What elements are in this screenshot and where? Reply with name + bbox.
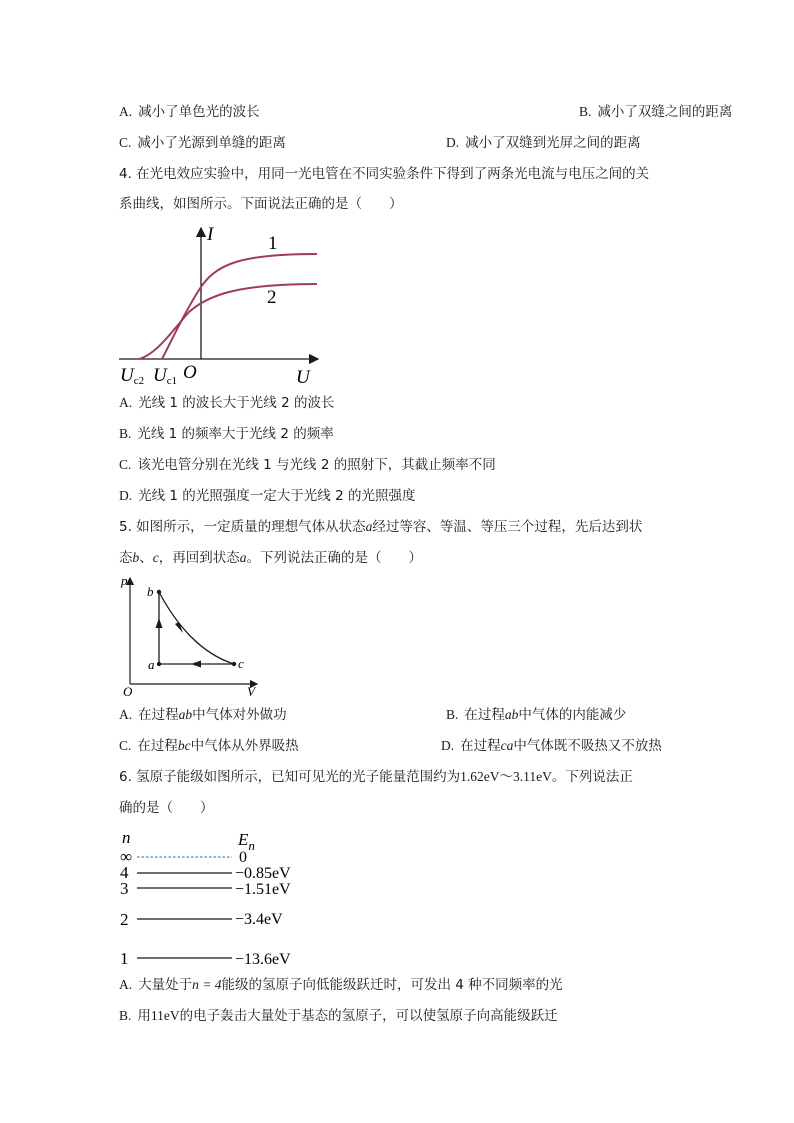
option-label: D. <box>119 488 133 503</box>
q4-option-b <box>119 425 334 443</box>
uc2-label: Uc2 <box>120 365 145 387</box>
option-text: 减小了双缝到光屏之间的距离 <box>465 135 641 151</box>
point-b-label: b <box>147 584 154 599</box>
option-text: 该光电管分别在光线 1 与光线 2 的照射下，其截止频率不同 <box>137 457 496 473</box>
energy-level-2 <box>120 910 283 929</box>
level-n-4: 4 <box>120 863 129 882</box>
option-text: 减小了双缝之间的距离 <box>597 104 733 120</box>
level-e-inf: 0 <box>239 849 247 866</box>
pv-diagram-figure <box>117 574 267 699</box>
point-c-label: c <box>238 656 244 671</box>
option-text: 光线 1 的频率大于光线 2 的频率 <box>137 426 334 442</box>
q4-stem-line1: 4. 在光电效应实验中，用同一光电管在不同实验条件下得到了两条光电流与电压之间的关 <box>119 166 650 182</box>
q5-option-c: C. 在过程bc中气体从外界吸热 <box>119 738 299 754</box>
q5-option-b: B. 在过程ab中气体的内能减少 <box>446 707 627 723</box>
q3-option-d <box>446 134 641 152</box>
n-header: n <box>122 828 131 847</box>
level-n-3: 3 <box>120 879 129 898</box>
curve-2 <box>139 284 317 359</box>
option-label: C. <box>119 738 132 753</box>
q4-option-c <box>119 456 496 474</box>
q6-stem-line2: 确的是（ ） <box>119 800 214 816</box>
process-bc <box>159 592 234 664</box>
arrow-ca <box>191 661 201 668</box>
q4-option-a <box>119 394 334 412</box>
energy-level-inf <box>120 847 247 866</box>
option-label: B. <box>446 707 459 722</box>
v-axis-label: V <box>247 684 255 699</box>
point-b-dot <box>157 590 161 594</box>
energy-level-4 <box>120 863 291 882</box>
option-label: D. <box>446 135 460 150</box>
point-c-dot <box>232 662 236 666</box>
option-label: A. <box>119 395 133 410</box>
option-label: D. <box>441 738 455 753</box>
q4-stem-line2: 系曲线，如图所示。下面说法正确的是（ ） <box>119 196 403 212</box>
origin-label: O <box>183 362 197 383</box>
energy-level-1 <box>120 949 291 968</box>
level-e-2: −3.4eV <box>235 911 283 928</box>
option-label: C. <box>119 457 132 472</box>
option-text: 减小了光源到单缝的距离 <box>137 135 286 151</box>
level-n-inf: ∞ <box>120 847 133 866</box>
q5-option-d: D. 在过程ca中气体既不吸热又不放热 <box>441 738 662 754</box>
uc1-label: Uc1 <box>153 365 178 387</box>
option-label: B. <box>579 104 592 119</box>
arrow-ab <box>156 618 163 628</box>
q3-option-a <box>119 103 260 121</box>
curve-1 <box>162 254 317 359</box>
option-label: A. <box>119 977 133 992</box>
point-a-label: a <box>148 657 155 672</box>
q4-option-d <box>119 487 415 505</box>
q5-option-a: A. 在过程ab中气体对外做功 <box>119 707 287 723</box>
q3-option-c <box>119 134 286 152</box>
q6-option-a: A. 大量处于n = 4能级的氢原子向低能级跃迁时，可发出 4 种不同频率的光 <box>119 977 563 993</box>
curve-2-label: 2 <box>267 287 277 308</box>
hydrogen-energy-level-figure <box>115 824 315 969</box>
option-label: B. <box>119 426 132 441</box>
q6-option-b: B. 用11eV的电子轰击大量处于基态的氢原子，可以使氢原子向高能级跃迁 <box>119 1008 558 1024</box>
level-e-3: −1.51eV <box>235 881 291 898</box>
q3-option-b <box>579 103 732 121</box>
photoelectric-iv-figure <box>115 222 325 387</box>
p-axis-label: p <box>121 574 128 588</box>
option-text: 光线 1 的光照强度一定大于光线 2 的光照强度 <box>138 488 416 504</box>
level-e-1: −13.6eV <box>235 951 291 968</box>
option-text: 减小了单色光的波长 <box>138 104 260 120</box>
option-text: 光线 1 的波长大于光线 2 的波长 <box>138 395 335 411</box>
point-a-dot <box>157 662 161 666</box>
energy-level-3 <box>120 879 291 898</box>
curve-1-label: 1 <box>268 233 278 254</box>
level-e-4: −0.85eV <box>235 865 291 882</box>
level-n-2: 2 <box>120 910 129 929</box>
u-axis-label: U <box>296 367 310 387</box>
q5-stem-line2: 态b、c，再回到状态a。下列说法正确的是（ ） <box>119 550 422 566</box>
q5-stem-line1: 5. 如图所示，一定质量的理想气体从状态a经过等容、等温、等压三个过程，先后达到状 <box>119 519 643 535</box>
option-label: A. <box>119 707 133 722</box>
q6-stem-line1: 6. 氢原子能级如图所示，已知可见光的光子能量范围约为1.62eV～3.11eV。下列说法正 <box>119 769 633 785</box>
en-header: $E_n$ <box>238 830 255 853</box>
i-axis-label: I <box>207 224 214 245</box>
option-label: A. <box>119 104 133 119</box>
origin-label: O <box>123 684 133 699</box>
level-n-1: 1 <box>120 949 129 968</box>
option-label: B. <box>119 1008 132 1023</box>
option-label: C. <box>119 135 132 150</box>
